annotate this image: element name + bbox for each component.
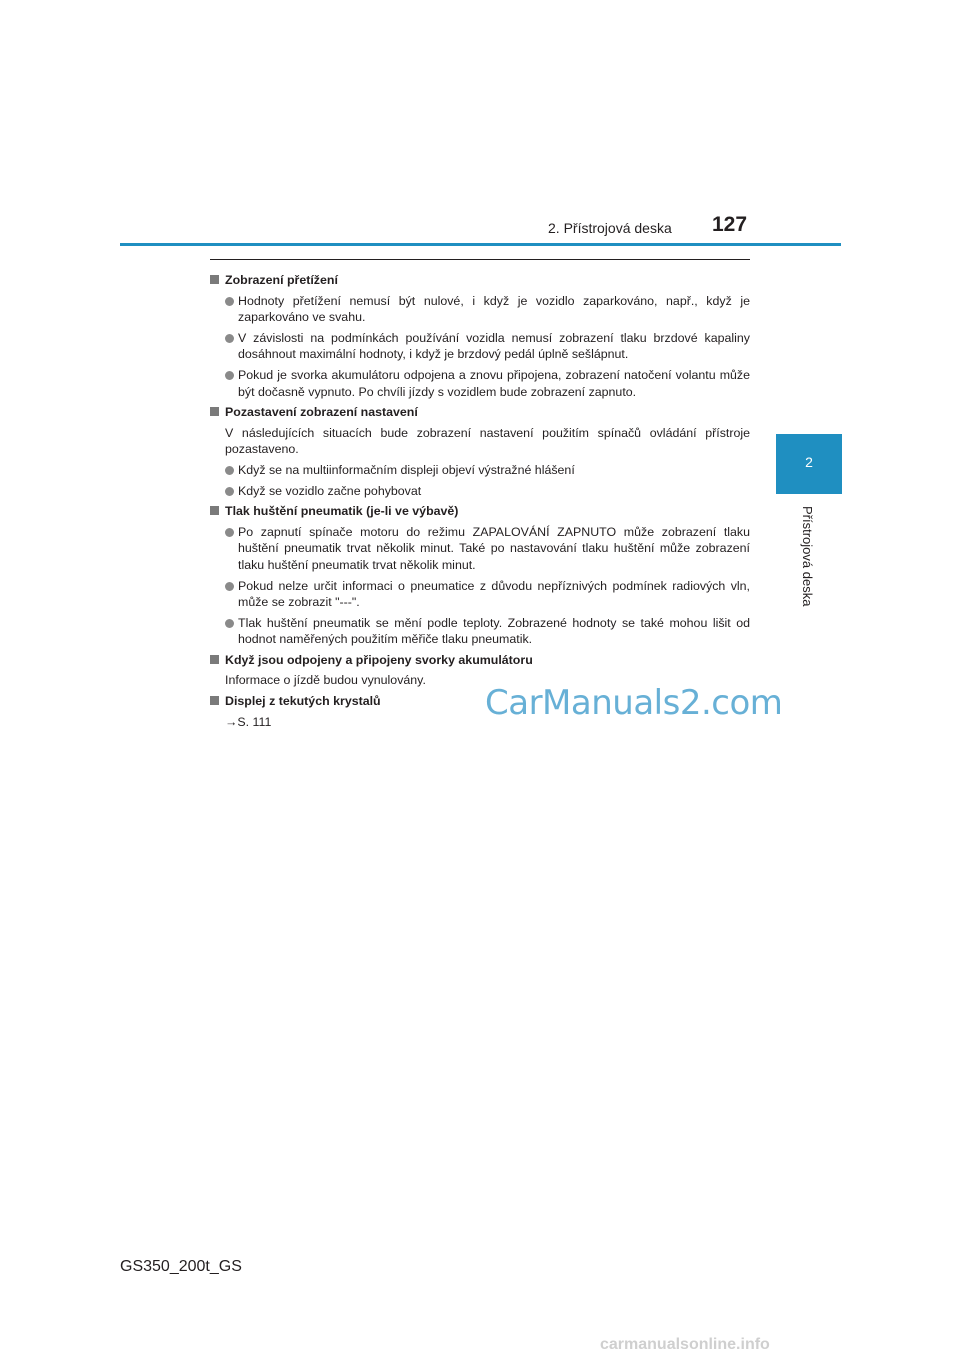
- section-heading: Pozastavení zobrazení nastavení: [210, 404, 750, 421]
- section-heading: Zobrazení přetížení: [210, 272, 750, 289]
- bullet-item: Pokud nelze určit informaci o pneumatice z důvodu nepříznivých podmínek radiových vln, může se zobrazit "---".: [210, 578, 750, 611]
- chapter-tab-number: 2: [805, 454, 813, 470]
- section-paragraph: V následujících situacích bude zobrazení nastavení použitím spínačů ovládání přístroje pozastaveno.: [225, 425, 750, 457]
- square-bullet-icon: [210, 275, 219, 284]
- square-bullet-icon: [210, 655, 219, 664]
- circle-bullet-icon: [225, 528, 234, 537]
- circle-bullet-icon: [225, 297, 234, 306]
- watermark-logo: CarManuals2.com: [485, 683, 783, 723]
- bullet-item: Tlak huštění pneumatik se mění podle teploty. Zobrazené hodnoty se také mohou lišit od hodnot naměřených použitím měřiče tlaku pneumatik.: [210, 615, 750, 648]
- page-number: 127: [712, 213, 748, 236]
- chapter-tab: [776, 434, 842, 494]
- site-watermark: carmanualsonline.info: [600, 1336, 770, 1353]
- model-code: GS350_200t_GS: [120, 1258, 242, 1275]
- section-heading: Tlak huštění pneumatik (je-li ve výbavě): [210, 503, 750, 520]
- circle-bullet-icon: [225, 334, 234, 343]
- square-bullet-icon: [210, 506, 219, 515]
- chapter-title: 2. Přístrojová deska: [548, 220, 672, 236]
- page-reference-link[interactable]: →S. 111: [225, 714, 272, 729]
- content-top-rule: [210, 259, 750, 260]
- square-bullet-icon: [210, 696, 219, 705]
- section-heading: Displej z tekutých krystalů: [210, 693, 750, 710]
- header-rule: [120, 243, 841, 246]
- circle-bullet-icon: [225, 582, 234, 591]
- circle-bullet-icon: [225, 619, 234, 628]
- circle-bullet-icon: [225, 466, 234, 475]
- bullet-item: Hodnoty přetížení nemusí být nulové, i když je vozidlo zaparkováno, např., když je zaparkováno ve svahu.: [210, 293, 750, 326]
- circle-bullet-icon: [225, 371, 234, 380]
- bullet-item: Pokud je svorka akumulátoru odpojena a znovu připojena, zobrazení natočení volantu může být dočasně vypnuto. Po chvíli jízdy s vozidlem bude zobrazení zapnuto.: [210, 367, 750, 400]
- section-heading: Když jsou odpojeny a připojeny svorky akumulátoru: [210, 652, 750, 669]
- bullet-item: Když se vozidlo začne pohybovat: [210, 483, 750, 500]
- bullet-item: Po zapnutí spínače motoru do režimu ZAPALOVÁNÍ ZAPNUTO může zobrazení tlaku huštění pneumatik trvat několik minut. Také po nastavování tlaku huštění může zobrazení tlaku huštění pneumatik trvat několik minut.: [210, 524, 750, 574]
- bullet-item: Když se na multiinformačním displeji objeví výstražné hlášení: [210, 462, 750, 479]
- page-content: [210, 268, 750, 730]
- bullet-item: V závislosti na podmínkách používání vozidla nemusí zobrazení tlaku brzdové kapaliny dosáhnout maximální hodnoty, i když je brzdový pedál úplně sešlápnut.: [210, 330, 750, 363]
- section-paragraph: Informace o jízdě budou vynulovány.: [225, 673, 426, 688]
- square-bullet-icon: [210, 407, 219, 416]
- circle-bullet-icon: [225, 487, 234, 496]
- chapter-tab-label: Přístrojová deska: [800, 506, 815, 607]
